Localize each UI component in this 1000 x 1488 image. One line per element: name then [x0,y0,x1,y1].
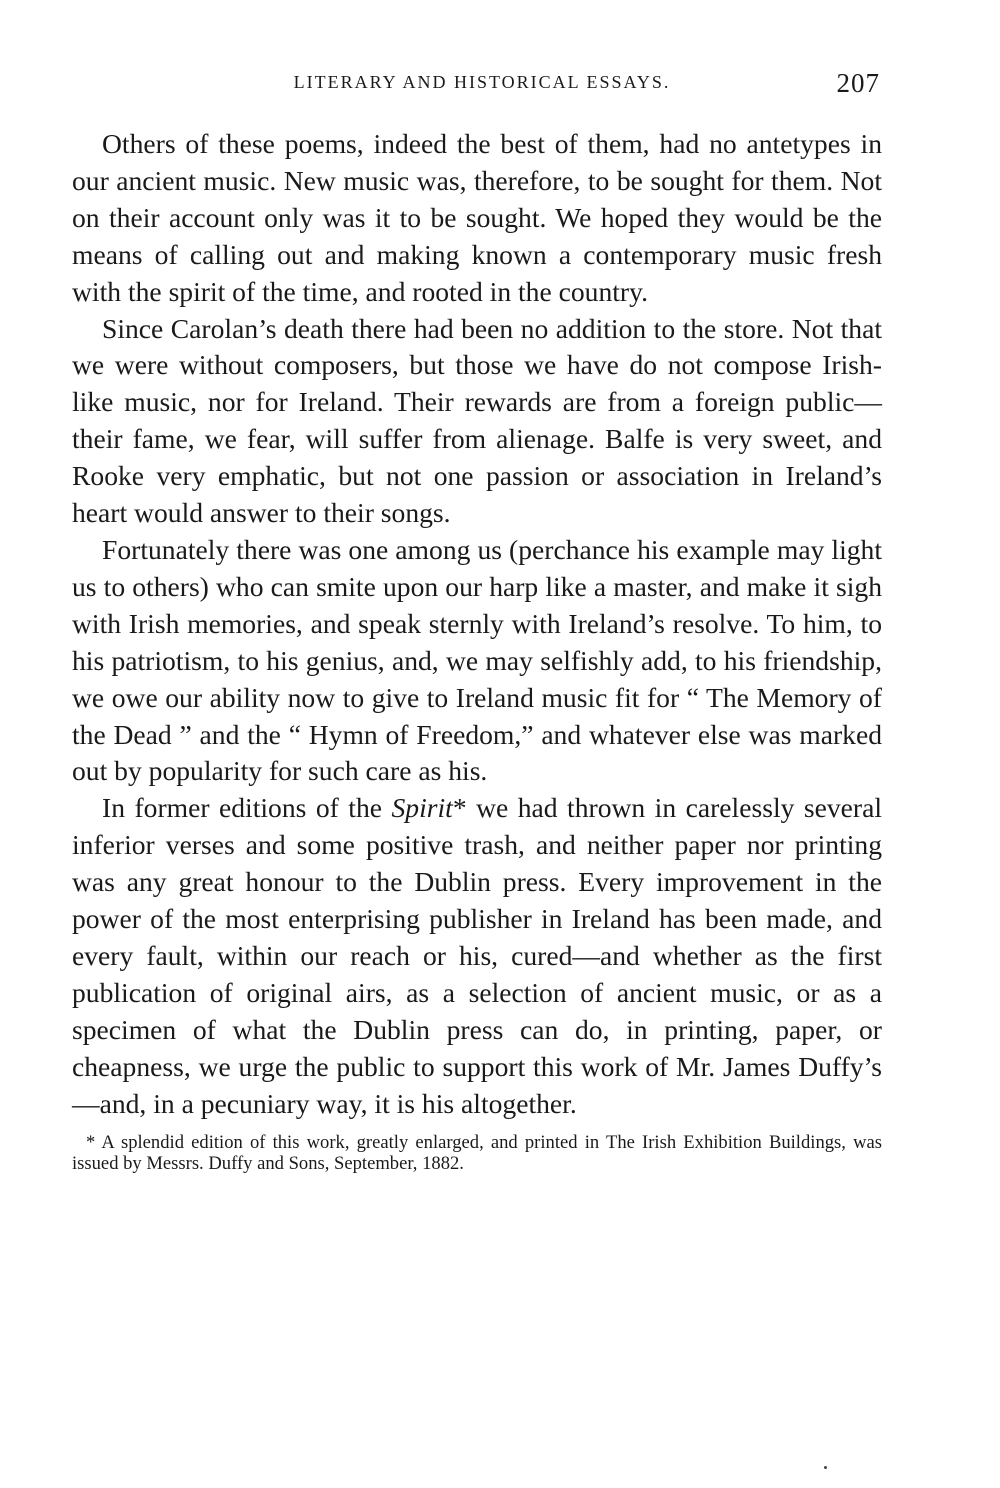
running-title: LITERARY AND HISTORICAL ESSAYS. [293,72,671,92]
paragraph-1: Others of these poems, indeed the best of them, had no antetypes in our ancient music. New music was, therefore, to be sought for them. Not on their account only was it to be sought. We hoped they would be the means of calling out and making known a contemporary music fresh with the spirit of the time, and rooted in the country. [72,128,882,307]
book-page [72,68,882,1174]
italic-title-spirit: Spirit [391,792,453,824]
paragraph-2: Since Carolan’s death there had been no addition to the store. Not that we were without composers, but those we have do not compose Irish-like music, nor for Ireland. Their rewards are from a foreign public—their fame, we fear, will suffer from alienage. Balfe is very sweet, and Rooke very emphatic, but not one passion or association in Ireland’s heart would answer to their songs. [72,312,882,529]
footnote: * A splendid edition of this work, greatly enlarged, and printed in The Irish Exhibition Buildings, was issued by Messrs. Duffy and Sons, September, 1882. [72,1132,882,1175]
paragraph-4-text-after: * we had thrown in carelessly several inferior verses and some positive trash, and neither paper nor printing was any great honour to the Dublin press. Every improvement in the power of the most enterprising publisher in Ireland has been made, and every fault, within our reach or his, cured—and whether as the first publication of original airs, as a selection of ancient music, or as a specimen of what the Dublin press can do, in printing, paper, or cheapness, we urge the public to support this work of Mr. James Duffy’s—and, in a pecuniary way, it is his altogether. [72,792,883,1119]
body-text [72,126,882,1122]
paragraph-4-text-before: In former editions of the [102,792,392,824]
paragraph-3: Fortunately there was one among us (perchance his example may light us to others) who can smite upon our harp like a master, and make it sigh with Irish memories, and speak sternly with Ireland’s resolve. To him, to his patriotism, to his genius, and, we may selfishly add, to his friendship, we owe our ability now to give to Ireland music fit for “ The Memory of the Dead ” and the “ Hymn of Freedom,” and whatever else was marked out by popularity for such care as his. [72,533,882,787]
paragraph-4 [72,790,882,1122]
page-number: 207 [836,68,880,98]
running-head [72,68,882,112]
stray-mark [824,1466,827,1469]
